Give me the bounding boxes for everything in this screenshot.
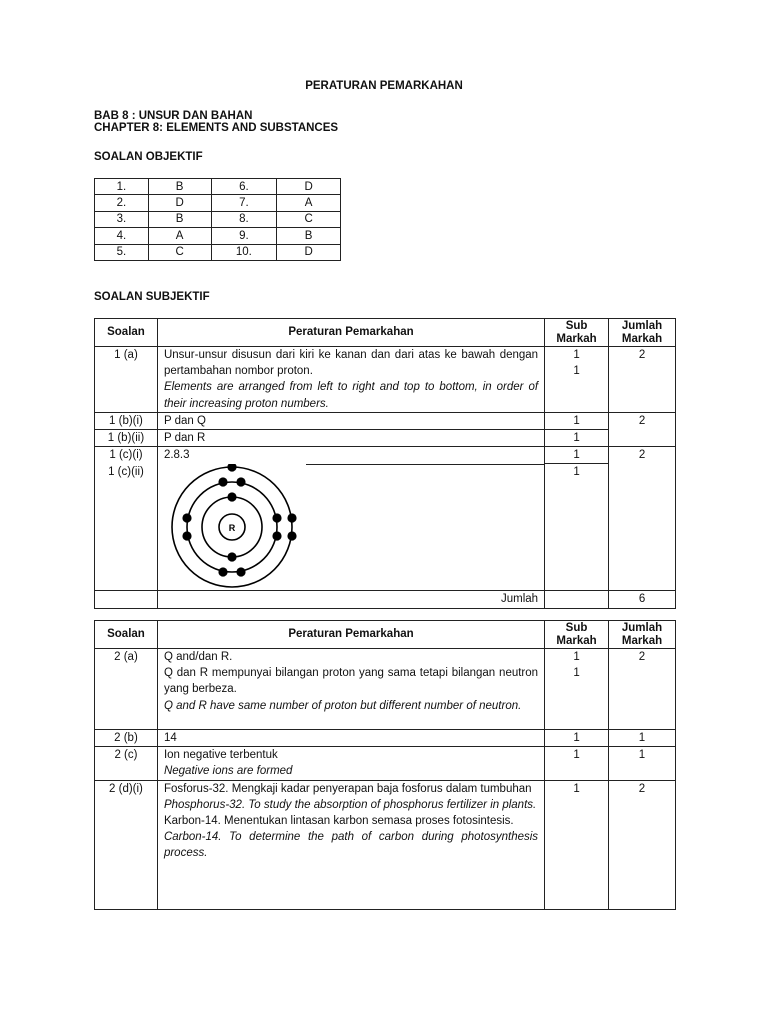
electron [227,552,236,561]
total-label: Jumlah [157,591,544,608]
answer: B [277,228,341,244]
electron [182,531,191,540]
sub-mark: 1 [545,780,609,909]
sub-mark: 1 [545,464,609,591]
answer: C [148,244,211,260]
marking-text [157,649,544,730]
question-label: 1 (b)(i) [95,412,158,429]
answer: B [148,211,211,227]
answer: A [277,195,341,211]
electron-config: 2.8.3 [163,449,190,462]
nucleus-label: R [228,522,236,533]
table-row [95,430,676,447]
total-mark: 1 [609,730,676,747]
sub-mark-value: 1 [573,349,580,361]
row-divider [306,464,544,465]
objective-answer-table [94,178,341,261]
empty-cell [95,591,158,608]
question-label: 1 (b)(ii) [95,430,158,447]
chapter-title-malay: BAB 8 : UNSUR DAN BAHAN [94,110,253,122]
col-peraturan-header: Peraturan Pemarkahan [157,319,544,347]
sub-mark: 1 [545,730,609,747]
electron [272,531,281,540]
question-number: 5. [95,244,149,260]
question-label: 1 (c)(ii) [95,464,158,591]
marking-text [157,347,544,413]
question-number: 1. [95,179,149,195]
answer-malay: Unsur-unsur disusun dari kiri ke kanan dan dari atas ke bawah dengan pertambahan nombor proton. [163,349,539,378]
question-number: 7. [211,195,277,211]
col-sub-header: Sub Markah [545,621,609,649]
col-soalan-header: Soalan [95,621,158,649]
question-number: 8. [211,211,277,227]
marking-text [157,747,544,780]
question-number: 10. [211,244,277,260]
table-row [95,244,341,260]
table-row [95,412,676,429]
sub-mark: 1 [545,412,609,429]
sub-mark-value: 1 [573,651,580,663]
marking-text [157,447,544,464]
answer: D [148,195,211,211]
diagram-cell [157,464,544,591]
total-mark: 2 [609,649,676,730]
question-number: 6. [211,179,277,195]
electron [218,477,227,486]
question-label: 2 (c) [95,747,158,780]
col-soalan-header: Soalan [95,319,158,347]
answer: B [148,179,211,195]
question-label: 2 (d)(i) [95,780,158,909]
question-number: 4. [95,228,149,244]
table-header-row [95,621,676,649]
subjective-heading: SOALAN SUBJEKTIF [94,291,210,303]
answer-malay: Ion negative terbentuk [163,749,278,762]
table-row [95,747,676,780]
answer: D [277,244,341,260]
col-jumlah-header: Jumlah Markah [609,319,676,347]
answer-english: Carbon-14. To determine the path of carbon during photosynthesis process. [163,831,539,860]
total-mark: 2 [609,447,676,464]
answer-english: Phosphorus-32. To study the absorption of phosphorus fertilizer in plants. [163,798,537,811]
marking-text [157,780,544,909]
answer-line: Q and/dan R. [163,651,233,663]
sub-mark-value: 1 [573,667,580,680]
subjective-table-1 [94,318,676,609]
electron [287,513,296,522]
marking-text: P dan R [157,430,544,447]
table-row [95,211,341,227]
total-mark: 2 [609,412,676,429]
col-sub-header: Sub Markah [545,319,609,347]
total-mark-empty [609,464,676,591]
answer-english: Elements are arranged from left to right and top to bottom, in order of their increasing proton numbers. [163,381,539,410]
answer: A [148,228,211,244]
table-row [95,591,676,608]
table-row [95,780,676,909]
empty-cell [545,591,609,608]
col-peraturan-header: Peraturan Pemarkahan [157,621,544,649]
question-label: 1 (a) [95,347,158,413]
total-mark: 1 [609,747,676,780]
marking-text: 14 [157,730,544,747]
question-number: 9. [211,228,277,244]
electron [182,513,191,522]
sub-mark-value: 1 [573,365,580,378]
subjective-table-2 [94,620,676,910]
chapter-title-english: CHAPTER 8: ELEMENTS AND SUBSTANCES [94,122,339,134]
answer-malay: Karbon-14. Menentukan lintasan karbon semasa proses fotosintesis. [163,815,514,828]
answer: D [277,179,341,195]
electron [227,464,236,472]
question-label: 1 (c)(i) [95,447,158,464]
table-row [95,228,341,244]
page-title: PERATURAN PEMARKAHAN [305,80,463,92]
question-number: 2. [95,195,149,211]
table-row [95,195,341,211]
electron [227,492,236,501]
question-label: 2 (a) [95,649,158,730]
table-row [95,464,676,591]
answer: C [277,211,341,227]
sub-mark [545,347,609,413]
table-header-row [95,319,676,347]
question-label: 2 (b) [95,730,158,747]
answer-english: Q and R have same number of proton but different number of neutron. [163,699,522,712]
electron [287,531,296,540]
objective-heading: SOALAN OBJEKTIF [94,151,203,163]
electron [236,477,245,486]
question-number: 3. [95,211,149,227]
marking-text: P dan Q [157,412,544,429]
electron [218,567,227,576]
total-mark: 2 [609,780,676,909]
electron [272,513,281,522]
table-row [95,347,676,413]
col-jumlah-header: Jumlah Markah [609,621,676,649]
total-mark: 2 [609,347,676,413]
table-row [95,447,676,464]
sub-mark [545,649,609,730]
total-value: 6 [609,591,676,608]
sub-mark: 1 [545,430,609,447]
answer-malay: Fosforus-32. Mengkaji kadar penyerapan baja fosforus dalam tumbuhan [163,782,532,795]
answer-malay: Q dan R mempunyai bilangan proton yang sama tetapi bilangan neutron yang berbeza. [163,667,539,696]
table-row [95,179,341,195]
sub-mark: 1 [545,447,609,464]
answer-english: Negative ions are formed [163,765,293,778]
table-row [95,730,676,747]
table-row [95,649,676,730]
electron-diagram [164,464,324,589]
sub-mark: 1 [545,747,609,780]
electron [236,567,245,576]
total-mark-empty [609,430,676,447]
